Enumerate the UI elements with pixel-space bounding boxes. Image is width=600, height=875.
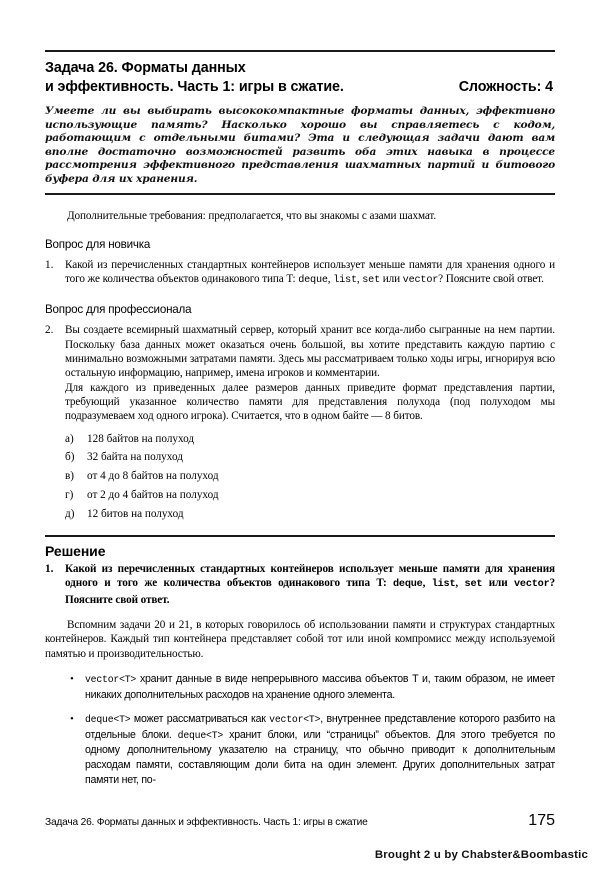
option-row-g [65,488,555,502]
novice-code-deque: deque [298,275,328,287]
solution-rule [45,535,555,537]
option-text-b: 32 байта на полуход [87,451,183,464]
bullet-deque-text-2: , внутреннее представление которого разбито на отдельные блоки. [85,713,555,741]
watermark: Brought 2 u by Chabster&Boombastic [374,849,588,861]
title-line-1: Задача 26. Форматы данных [45,60,246,76]
title-line-2: и эффективность. Часть 1: игры в сжатие. [45,79,344,95]
solution-question-body [65,562,555,607]
solution-question-text-1: Какой из перечисленных стандартных контейнеров использует меньше памяти для хранения одного и того же количества объектов одинакового типа T: [65,563,555,590]
novice-question-number: 1. [45,258,54,271]
bullet-deque-text-3: хранит блоки, или “страницы” объектов. Для этого требуется по одному дополнительному указателю на страницу, что обычно приводит к дополнительным расходам памяти, составляющим доли бита на один элемент. Других дополнительных затрат памяти нет, по- [85,728,555,786]
novice-question-heading: Вопрос для новичка [45,237,151,251]
footer-page-number: 175 [528,812,555,829]
novice-code-vector: vector [402,275,439,287]
bullet-item-vector [67,672,555,702]
bullet-dot-icon: • [70,672,74,685]
novice-code-list: list [333,275,357,287]
solution-question-text-2: ? Поясните свой ответ. [65,577,555,606]
additional-requirements: Дополнительные требования: предполагается, что вы знакомы с азами шахмат. [67,209,437,222]
option-row-b [65,450,555,464]
novice-question-body [65,258,555,289]
solution-code-set: set [464,579,483,591]
solution-question-item [45,562,555,607]
difficulty-label: Сложность: 4 [458,79,553,95]
solution-code-list: list [431,579,456,591]
option-text-g: от 2 до 4 байтов на полуход [87,488,219,501]
novice-code-set: set [362,275,381,287]
title-line-2-row [45,78,555,97]
page-footer [45,812,555,830]
solution-code-deque: deque [393,579,423,591]
novice-sep-1: , [327,273,334,286]
option-marker-d: д) [65,507,75,520]
pro-question-body [65,323,555,423]
bullet-item-deque [67,712,555,787]
solution-question-number: 1. [45,563,54,576]
bullet-text-deque [85,712,555,787]
page-title [45,59,555,97]
intro-paragraph: Умеете ли вы выбирать высококомпактные форматы данных, эффективно использующие память? Насколько хорошо вы справляетесь с кодом, работающим с отдельными битами? Эта и следующая задачи дают вам вполне достаточно возможностей развить оба этих навыка в процессе рассмотрения эффективного представления шахматных партий и битового буфера для их хранения. [45,105,555,185]
solution-paragraph-1: Вспомним задачи 20 и 21, в которых говорилось об использовании памяти и структурах стандартных контейнеров. Каждый тип контейнера представляет собой тот или иной компромисс между используемой памятью и производительностью. [45,618,555,660]
solution-sep-2: , [455,577,465,590]
bullet-vector-text-1: хранит данные в виде непрерывного массива объектов T и, таким образом, не имеет никаких дополнительных расходов на хранение одного элемента. [85,672,555,701]
pro-paragraph-2: Для каждого из приведенных далее размеров данных приведите формат представления партии, требующий указанное количество памяти для представления полухода (под полуходом мы подразумеваем ход одного игрока). Считается, что в одном байте — 8 битов. [65,381,555,423]
pro-options-list [65,432,555,521]
bullet-text-vector [85,672,555,702]
footer-running-title: Задача 26. Форматы данных и эффективность. Часть 1: игры в сжатие [45,817,368,828]
bullet-deque-text-1: может рассматриваться как [130,713,270,726]
solution-heading: Решение [45,543,106,560]
option-marker-b: б) [65,451,75,464]
header-rule-bottom [45,193,555,195]
option-text-v: от 4 до 8 байтов на полуход [87,470,219,483]
pro-paragraph-1: Вы создаете всемирный шахматный сервер, который хранит все когда-либо сыгранные на нем партии. Поскольку база данных может оказаться очень большой, вы хотите представить каждую партию с минимально возможными затратами памяти. Здесь мы рассматриваем только ходы игры, игнорируя всю остальную информацию, например, имена игроков и комментарии. [65,324,555,380]
option-marker-g: г) [65,488,74,501]
bullet-code-deque-1: deque<T> [85,714,131,726]
option-text-d: 12 битов на полуход [87,507,184,520]
novice-sep-2: , [356,273,363,286]
solution-sep-3: или [482,577,515,590]
bullet-code-deque-2: deque<T> [177,729,224,741]
option-row-v [65,469,555,483]
pro-question-heading: Вопрос для профессионала [45,303,192,317]
option-marker-a: а) [65,432,74,445]
pro-question-number: 2. [45,324,54,337]
option-row-a [65,432,555,446]
bullet-code-vector-2: vector<T> [269,714,321,726]
novice-question-item [45,258,555,289]
header-rule-top [45,50,555,52]
pro-question-item [45,323,555,423]
bullet-code-vector: vector<T> [85,673,137,685]
solution-sep-1: , [422,577,432,590]
option-marker-v: в) [65,470,75,483]
solution-code-vector: vector [514,579,550,591]
novice-question-text-1: Какой из перечисленных стандартных контейнеров использует меньше памяти для хранения одного и того же количества объектов одинакового типа T: [65,258,555,286]
solution-bullet-list [67,672,555,787]
novice-question-text-2: ? Поясните свой ответ. [438,273,544,286]
bullet-dot-icon: • [70,713,74,726]
option-row-d [65,507,555,521]
novice-sep-3: или [380,273,403,286]
option-text-a: 128 байтов на полуход [87,432,195,445]
